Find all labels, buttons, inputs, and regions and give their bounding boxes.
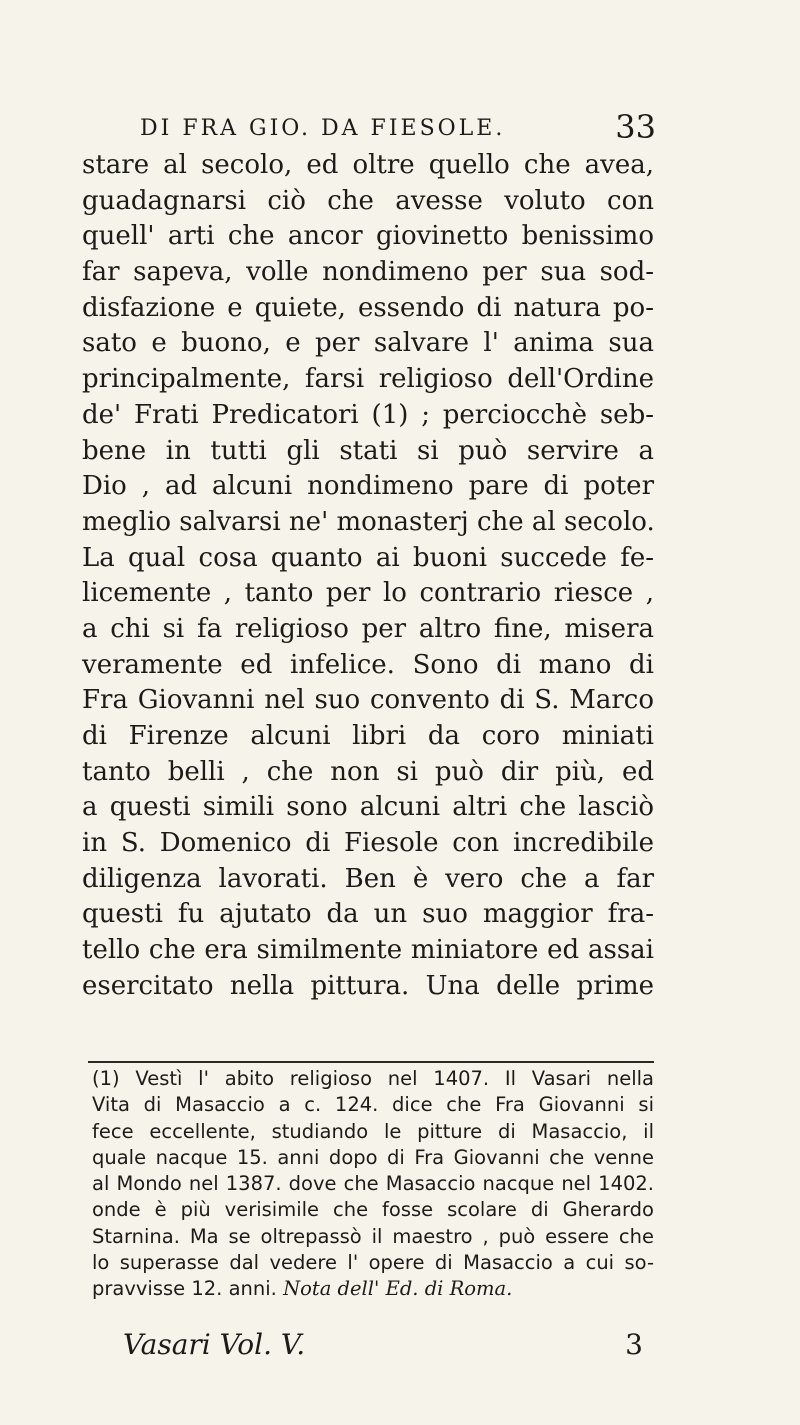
signature-number: 3 <box>625 1328 643 1361</box>
text-line: diligenza lavorati. Ben è vero che a far <box>82 863 654 894</box>
footnote-line: Vita di Masaccio a c. 124. dice che Fra Giovanni si <box>92 1093 654 1117</box>
text-line: in S. Domenico di Fiesole con incredibile <box>82 828 654 859</box>
footnote-line: quale nacque 15. anni dopo di Fra Giovanni che venne <box>92 1145 654 1169</box>
text-line: Dio , ad alcuni nondimeno pare di poter <box>82 471 654 502</box>
footnote-line: fece eccellente, studiando le pitture di Masaccio, il <box>92 1119 654 1143</box>
footnote-line: al Mondo nel 1387. dove che Masaccio nacque nel 1402. <box>92 1172 654 1196</box>
footnote <box>92 1066 654 1303</box>
footnote-last-line <box>92 1276 654 1302</box>
text-line: meglio salvarsi ne' monasterj che al secolo. <box>82 506 655 537</box>
footnote-line: onde è più verisimile che fosse scolare di Gherardo <box>92 1198 654 1222</box>
footnote-last-plain: pravvisse 12. anni. <box>92 1277 277 1301</box>
page-number: 33 <box>615 108 656 146</box>
text-line: La qual cosa quanto ai buoni succede fe- <box>82 542 654 573</box>
signature-line <box>123 1328 643 1368</box>
footnote-line: (1) Vestì l' abito religioso nel 1407. Il Vasari nella <box>92 1067 654 1090</box>
text-line: sato e buono, e per salvare l' anima sua <box>82 328 654 359</box>
text-line: stare al secolo, ed oltre quello che avea, <box>82 150 654 180</box>
editor-note: Nota dell' Ed. di Roma. <box>283 1277 513 1301</box>
text-line: de' Frati Predicatori (1) ; perciocchè seb- <box>82 399 654 430</box>
text-line: licemente , tanto per lo contrario riesce , <box>82 578 654 609</box>
text-line: a chi si fa religioso per altro fine, misera <box>82 613 654 644</box>
text-line: veramente ed infelice. Sono di mano di <box>82 649 654 680</box>
text-line: di Firenze alcuni libri da coro miniati <box>82 721 654 751</box>
text-line: quell' arti che ancor giovinetto benissimo <box>82 221 654 252</box>
text-line: disfazione e quiete, essendo di natura po- <box>82 292 654 323</box>
footnote-line: lo superasse dal vedere l' opere di Masaccio a cui so- <box>92 1251 654 1275</box>
page-header <box>130 108 656 148</box>
footnote-divider <box>88 1061 654 1063</box>
text-line: questi fu ajutato da un suo maggior fra- <box>82 899 654 930</box>
main-text <box>82 148 654 1005</box>
text-line: guadagnarsi ciò che avesse voluto con <box>82 185 654 216</box>
text-line: Fra Giovanni nel suo convento di S. Marco <box>82 685 654 716</box>
signature-mark: Vasari Vol. V. <box>123 1328 306 1361</box>
text-line: esercitato nella pittura. Una delle prime <box>82 970 654 1001</box>
running-title: DI FRA GIO. DA FIESOLE. <box>140 116 506 141</box>
text-line: a questi simili sono alcuni altri che lasciò <box>82 792 654 823</box>
text-line: bene in tutti gli stati si può servire a <box>82 435 654 466</box>
text-line: far sapeva, volle nondimeno per sua sod- <box>82 257 654 288</box>
text-line: principalmente, farsi religioso dell'Ordine <box>82 364 654 395</box>
text-line: tello che era similmente miniatore ed assai <box>82 935 654 966</box>
text-line: tanto belli , che non si può dir più, ed <box>82 756 654 787</box>
footnote-line: Starnina. Ma se oltrepassò il maestro , può essere che <box>92 1224 654 1248</box>
